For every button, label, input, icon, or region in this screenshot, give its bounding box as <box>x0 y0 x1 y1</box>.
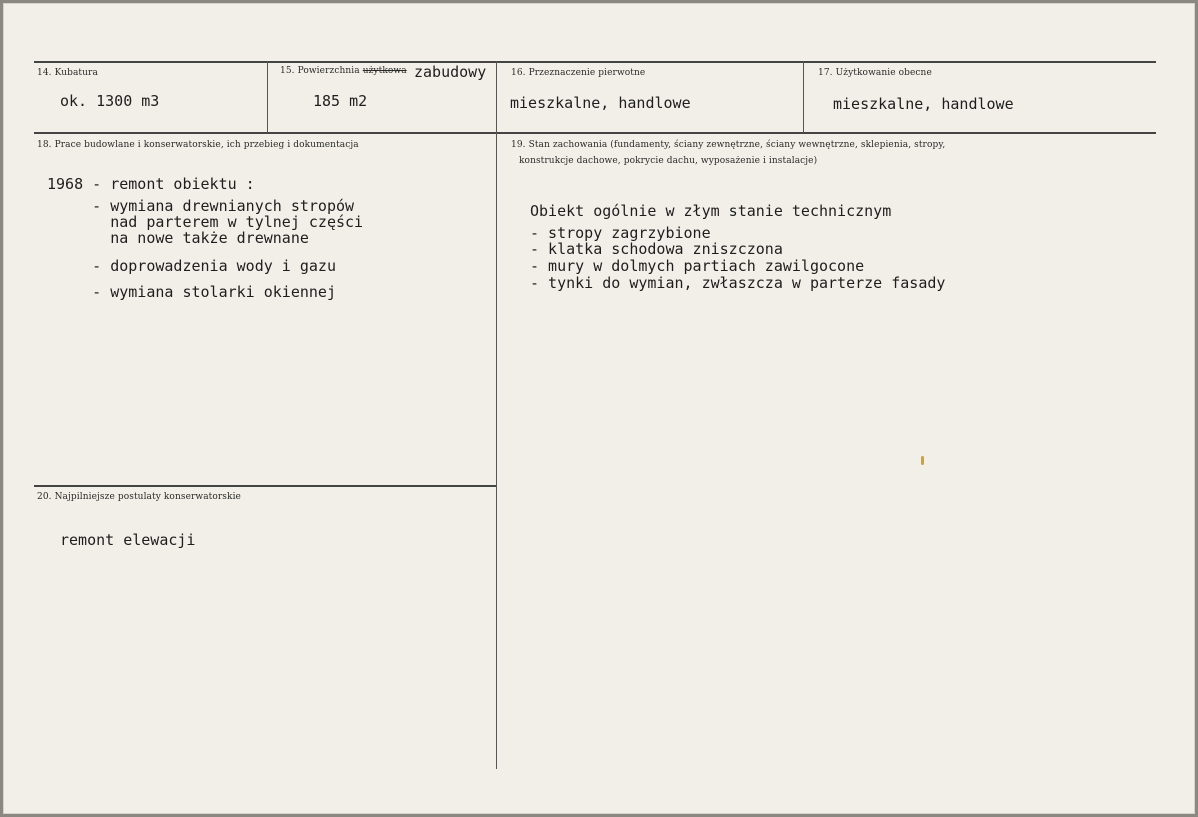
field-18-line: - wymiana stolarki okiennej <box>47 283 336 301</box>
field-16-label: 16. Przeznaczenie pierwotne <box>511 68 646 78</box>
field-19-label-line2: konstrukcje dachowe, pokrycie dachu, wyposażenie i instalacje) <box>519 156 818 166</box>
field-14-label: 14. Kubatura <box>37 68 98 78</box>
field-14-value: ok. 1300 m3 <box>60 92 160 110</box>
field-17-label: 17. Użytkowanie obecne <box>818 68 932 78</box>
field-15-value: 185 m2 <box>313 92 368 110</box>
field-20-value: remont elewacji <box>60 531 196 549</box>
field-17-value: mieszkalne, handlowe <box>833 95 1014 113</box>
field-18-label: 18. Prace budowlane i konserwatorskie, ich przebieg i dokumentacja <box>37 140 359 150</box>
field-19-line: - stropy zagrzybione <box>530 224 711 242</box>
field-18-line: 1968 - remont obiektu : <box>47 175 255 193</box>
field-18-line: na nowe także drewnane <box>47 229 309 247</box>
field-15-label-typed: zabudowy <box>414 63 487 81</box>
field-18-line: - doprowadzenia wody i gazu <box>47 257 336 275</box>
field-20-label: 20. Najpilniejsze postulaty konserwatorskie <box>37 492 241 502</box>
field-18-line: - wymiana drewnianych stropów <box>47 197 355 215</box>
field-15-label-struck: użytkowa <box>362 66 407 76</box>
field-19-line: - klatka schodowa zniszczona <box>530 240 783 258</box>
field-16-value: mieszkalne, handlowe <box>510 94 691 112</box>
record-card <box>3 3 1195 814</box>
paper-stain <box>921 456 924 465</box>
row1-bottom-rule <box>34 132 1156 134</box>
field-15-label <box>280 66 407 76</box>
field-19-line: - tynki do wymian, zwłaszcza w parterze fasady <box>530 274 946 292</box>
top-rule <box>34 61 1156 63</box>
divider-15-16 <box>496 61 497 769</box>
field-19-line: - mury w dolmych partiach zawilgocone <box>530 257 865 275</box>
field-19-line: Obiekt ogólnie w złym stanie technicznym <box>530 202 892 220</box>
divider-16-17 <box>803 61 804 133</box>
field-18-line: nad parterem w tylnej części <box>47 213 364 231</box>
field20-top-rule <box>34 485 496 487</box>
divider-14-15 <box>267 61 268 133</box>
field-15-label-prefix: 15. Powierzchnia <box>280 66 360 76</box>
field-19-label-line1: 19. Stan zachowania (fundamenty, ściany zewnętrzne, ściany wewnętrzne, sklepienia, stropy, <box>511 140 946 150</box>
